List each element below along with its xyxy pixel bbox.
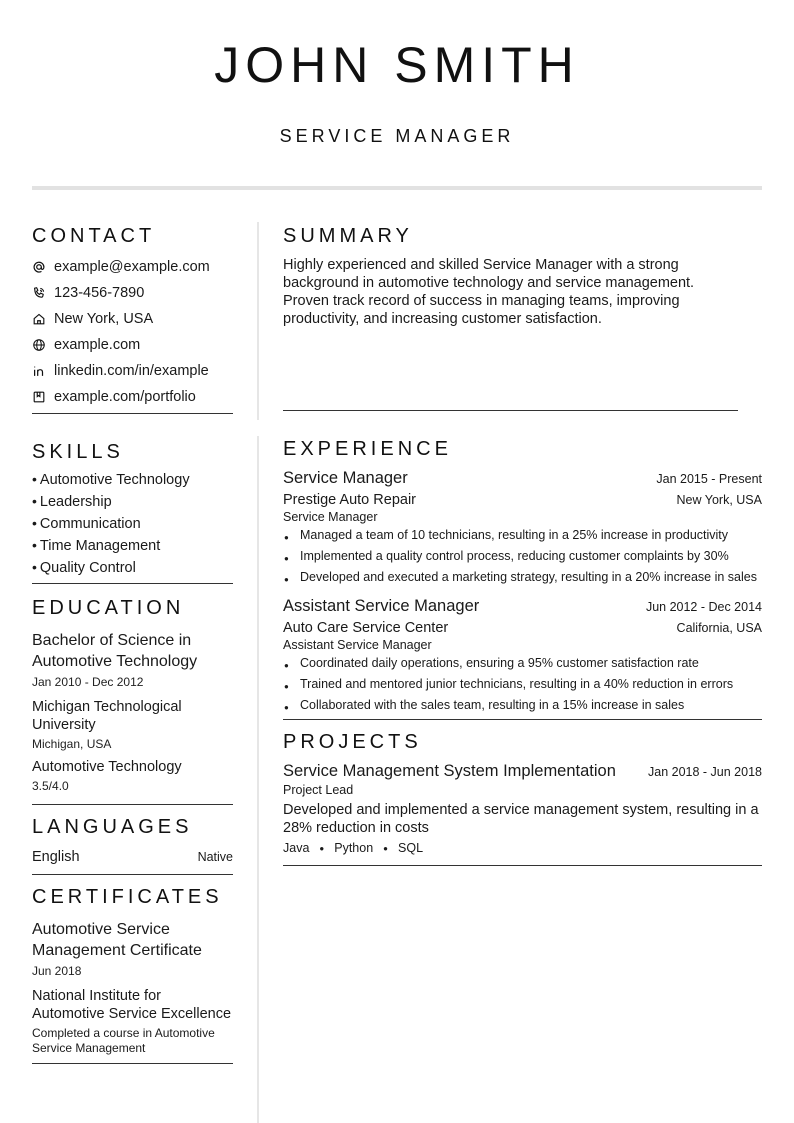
skills-list (32, 468, 233, 578)
separator-dot-icon: ● (383, 843, 389, 853)
portfolio-icon (32, 390, 46, 404)
certificates-section (32, 883, 233, 1064)
education-degree: Bachelor of Science in Automotive Technology (32, 632, 198, 670)
certificate-name: Automotive Service Management Certificate (32, 921, 202, 959)
project-dates: Jan 2018 - Jun 2018 (648, 765, 762, 779)
contact-portfolio-text: example.com/portfolio (54, 389, 196, 405)
job-bullet: ● Managed a team of 10 technicians, resulting in a 25% increase in productivity (283, 528, 762, 543)
tech-item: Python (334, 841, 374, 855)
job-bullets (283, 528, 762, 585)
languages-title: LANGUAGES (32, 816, 193, 838)
job-location: New York, USA (676, 493, 762, 507)
tech-item: SQL (398, 841, 424, 855)
project-description: Developed and implemented a service management system, resulting in a 28% reduction in costs (283, 802, 759, 836)
languages-divider (32, 874, 233, 875)
summary-text: Highly experienced and skilled Service Manager with a strong background in automotive technology and service management. Proven track record of success in managing teams, improving productivity, and increasing customer satisfaction. (283, 257, 695, 327)
certificate-description: Completed a course in Automotive Service Management (32, 1026, 215, 1055)
job-bullets (283, 656, 762, 713)
column-divider-top (257, 222, 259, 420)
resume-name: JOHN SMITH (214, 37, 580, 93)
column-divider-bottom (257, 436, 259, 1123)
job-company: Prestige Auto Repair (283, 492, 416, 508)
contact-section (32, 222, 233, 414)
phone-icon (32, 286, 46, 300)
skill-item (32, 512, 233, 534)
job-company-row (283, 492, 762, 508)
projects-section (283, 728, 762, 866)
skill-item (32, 468, 233, 490)
experience-divider (283, 719, 762, 720)
language-name: English (32, 849, 80, 865)
education-divider (32, 804, 233, 805)
job-entry (283, 597, 762, 713)
header-divider (32, 186, 762, 190)
contact-portfolio[interactable] (32, 384, 233, 410)
globe-icon (32, 338, 46, 352)
right-column (283, 222, 762, 866)
project-name: Service Management System Implementation (283, 762, 616, 780)
bullet-icon: • (32, 559, 37, 575)
linkedin-icon (32, 364, 46, 378)
job-bullet: ● Collaborated with the sales team, resulting in a 15% increase in sales (283, 698, 762, 713)
education-title: EDUCATION (32, 597, 185, 619)
job-header (283, 597, 762, 616)
summary-divider (283, 410, 738, 411)
job-title: Assistant Service Manager (283, 597, 480, 615)
contact-phone[interactable] (32, 280, 233, 306)
job-subtitle: Service Manager (283, 510, 378, 524)
contact-location (32, 306, 233, 332)
job-company-row (283, 620, 762, 636)
job-bullet: ● Implemented a quality control process, reducing customer complaints by 30% (283, 549, 762, 564)
job-bullet: ● Developed and executed a marketing strategy, resulting in a 20% increase in sales (283, 570, 762, 585)
certificate-date: Jun 2018 (32, 964, 82, 978)
skills-section (32, 438, 233, 584)
contact-website-text: example.com (54, 337, 141, 353)
education-dates: Jan 2010 - Dec 2012 (32, 675, 144, 689)
tech-item: Java (283, 841, 310, 855)
education-section (32, 594, 233, 805)
contact-linkedin-text: linkedin.com/in/example (54, 363, 209, 379)
job-dates: Jan 2015 - Present (656, 472, 762, 486)
job-title: Service Manager (283, 469, 408, 487)
job-location: California, USA (676, 621, 762, 635)
contact-title: CONTACT (32, 225, 156, 247)
languages-section (32, 813, 233, 875)
project-role: Project Lead (283, 783, 354, 797)
language-item (32, 849, 233, 865)
education-school: Michigan Technological University (32, 699, 182, 733)
bullet-icon: • (32, 537, 37, 553)
skill-item (32, 490, 233, 512)
project-tech-list (283, 841, 762, 855)
contact-phone-text: 123-456-7890 (54, 285, 145, 301)
job-subtitle: Assistant Service Manager (283, 638, 432, 652)
skill-label: Leadership (39, 494, 112, 510)
certificate-issuer: National Institute for Automotive Service Excellence (32, 988, 232, 1022)
job-header (283, 469, 762, 488)
contact-linkedin[interactable] (32, 358, 233, 384)
skill-item (32, 556, 233, 578)
skill-label: Time Management (39, 538, 161, 554)
education-location: Michigan, USA (32, 737, 112, 751)
language-level: Native (197, 850, 233, 864)
job-bullet: ● Trained and mentored junior technicians, resulting in a 40% reduction in errors (283, 677, 762, 692)
skills-title: SKILLS (32, 441, 124, 463)
bullet-icon: • (32, 493, 37, 509)
projects-divider (283, 865, 762, 866)
job-entry (283, 469, 762, 585)
contact-email[interactable] (32, 254, 233, 280)
left-column (32, 222, 233, 1064)
skill-item (32, 534, 233, 556)
contact-website[interactable] (32, 332, 233, 358)
job-company: Auto Care Service Center (283, 620, 449, 636)
bullet-icon: • (32, 471, 37, 487)
education-gpa: 3.5/4.0 (32, 779, 69, 793)
certificates-divider (32, 1063, 233, 1064)
certificates-title: CERTIFICATES (32, 886, 223, 908)
projects-title: PROJECTS (283, 731, 422, 753)
home-icon (32, 312, 46, 326)
skill-label: Communication (39, 516, 141, 532)
project-header (283, 762, 762, 781)
education-field: Automotive Technology (32, 759, 182, 775)
skill-label: Automotive Technology (39, 472, 190, 488)
contact-list (32, 254, 233, 410)
contact-location-text: New York, USA (54, 311, 154, 327)
contact-divider (32, 413, 233, 414)
summary-section (283, 222, 762, 411)
separator-dot-icon: ● (319, 843, 325, 853)
skill-label: Quality Control (39, 560, 136, 576)
summary-title: SUMMARY (283, 225, 413, 247)
skills-divider (32, 583, 233, 584)
contact-email-text: example@example.com (54, 259, 210, 275)
bullet-icon: • (32, 515, 37, 531)
resume-role: SERVICE MANAGER (279, 126, 515, 146)
job-dates: Jun 2012 - Dec 2014 (645, 600, 762, 614)
experience-title: EXPERIENCE (283, 438, 452, 460)
at-icon (32, 260, 46, 274)
job-bullet: ● Coordinated daily operations, ensuring a 95% customer satisfaction rate (283, 656, 762, 671)
experience-section (283, 435, 762, 720)
